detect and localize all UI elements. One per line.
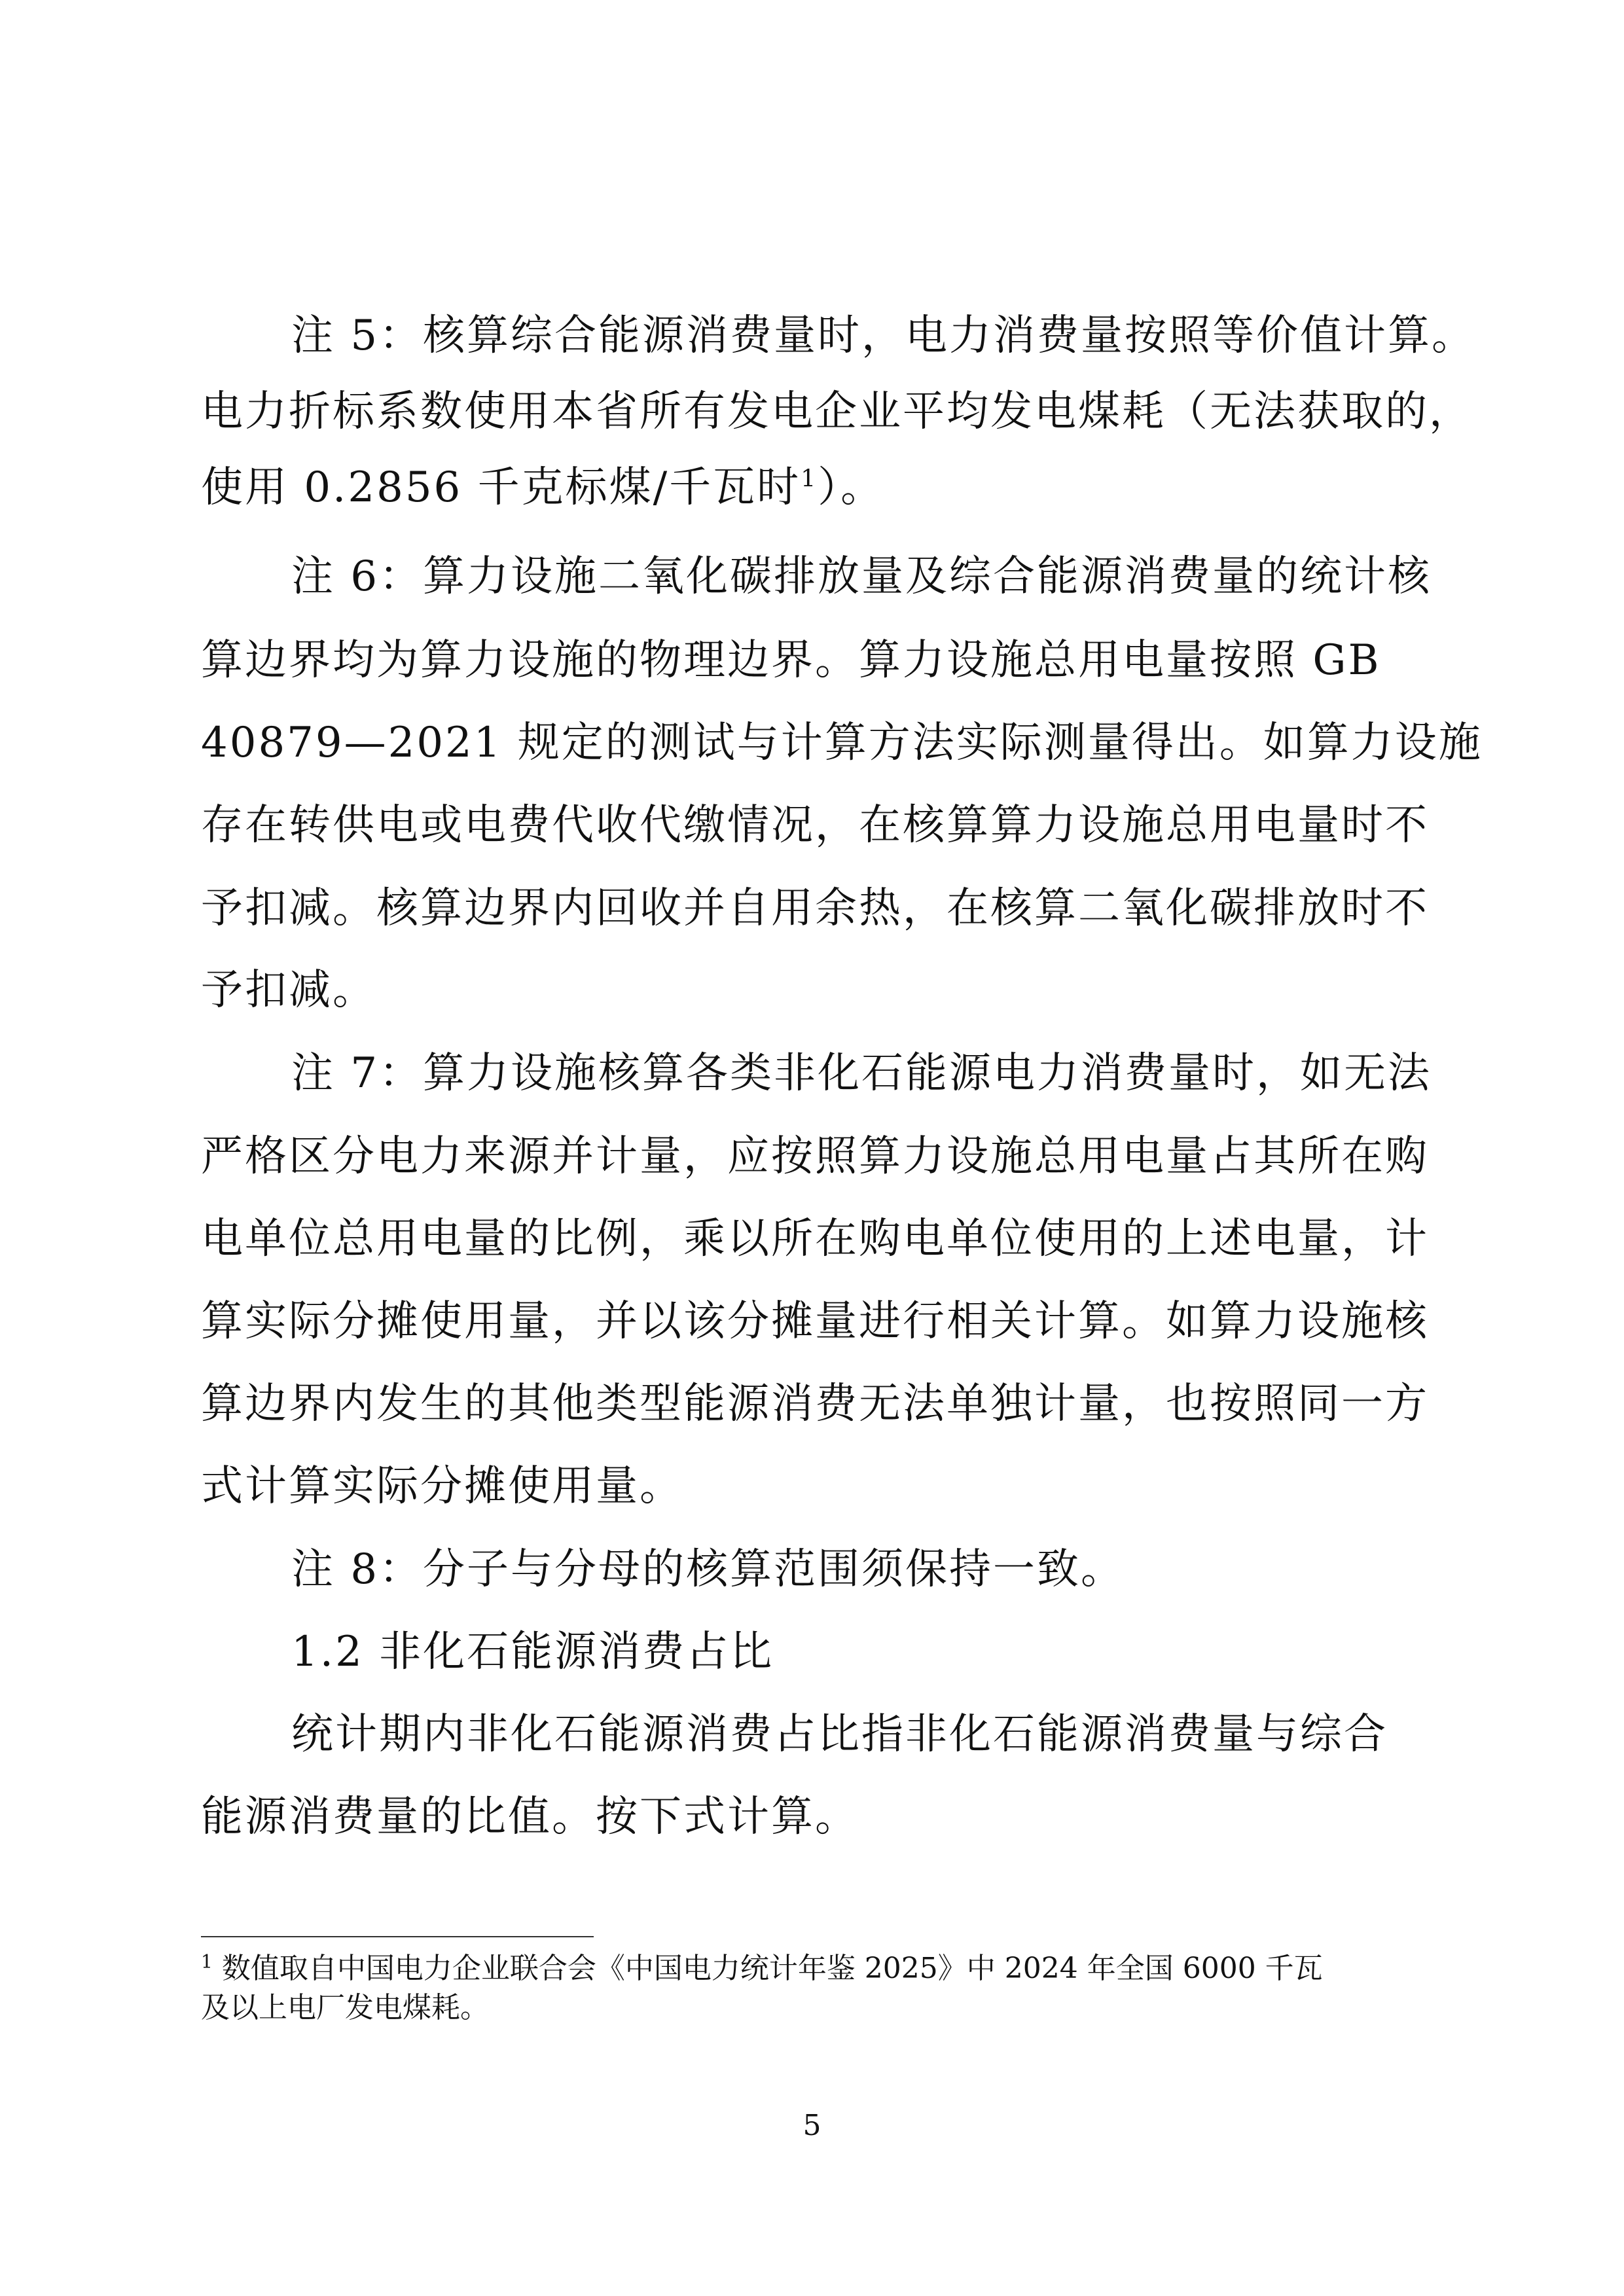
note-7-line-4: 算实际分摊使用量，并以该分摊量进行相关计算。如算力设施核 <box>201 1297 1429 1346</box>
note-6-line-2: 算边界均为算力设施的物理边界。算力设施总用电量按照 GB <box>201 636 1381 685</box>
footnote-line-1 <box>201 1949 1323 1988</box>
footnote-marker: 1 <box>201 1950 213 1973</box>
page-number: 5 <box>803 2109 821 2142</box>
body-paragraph-line-1: 统计期内非化石能源消费占比指非化石能源消费量与综合 <box>291 1710 1388 1759</box>
note-5-line-1: 注 5：核算综合能源消费量时，电力消费量按照等价值计算。 <box>291 312 1476 360</box>
note-5-line-3 <box>201 458 884 517</box>
note-7-line-2: 严格区分电力来源并计量，应按照算力设施总用电量占其所在购 <box>201 1132 1429 1181</box>
section-heading-1-2: 1.2 非化石能源消费占比 <box>291 1628 774 1676</box>
note-5-line-3-tail: ）。 <box>818 463 885 512</box>
footnote-separator <box>201 1936 594 1937</box>
note-7-line-6: 式计算实际分摊使用量。 <box>201 1462 683 1511</box>
note-8: 注 8：分子与分母的核算范围须保持一致。 <box>291 1545 1125 1594</box>
body-paragraph-line-2: 能源消费量的比值。按下式计算。 <box>201 1793 859 1841</box>
note-6-line-4: 存在转供电或电费代收代缴情况，在核算算力设施总用电量时不 <box>201 801 1429 850</box>
note-6-line-5: 予扣减。核算边界内回收并自用余热，在核算二氧化碳排放时不 <box>201 884 1429 933</box>
note-7-line-5: 算边界内发生的其他类型能源消费无法单独计量，也按照同一方 <box>201 1380 1429 1428</box>
note-6-line-1: 注 6：算力设施二氧化碳排放量及综合能源消费量的统计核 <box>291 552 1432 601</box>
note-6-line-3: 40879—2021 规定的测试与计算方法实际测量得出。如算力设施 <box>201 719 1483 767</box>
footnote-text-1: 数值取自中国电力企业联合会《中国电力统计年鉴 2025》中 2024 年全国 6000 千瓦 <box>221 1952 1323 1985</box>
note-7-line-3: 电单位总用电量的比例，乘以所在购电单位使用的上述电量，计 <box>201 1215 1429 1263</box>
note-6-line-6: 予扣减。 <box>201 966 376 1014</box>
footnote-reference[interactable]: 1 <box>801 465 818 493</box>
note-5-line-2: 电力折标系数使用本省所有发电企业平均发电煤耗（无法获取的， <box>201 387 1473 436</box>
footnote-line-2: 及以上电厂发电煤耗。 <box>201 1991 489 2024</box>
note-7-line-1: 注 7：算力设施核算各类非化石能源电力消费量时，如无法 <box>291 1049 1432 1098</box>
note-5-line-3-text: 使用 0.2856 千克标煤/千瓦时 <box>201 463 801 512</box>
